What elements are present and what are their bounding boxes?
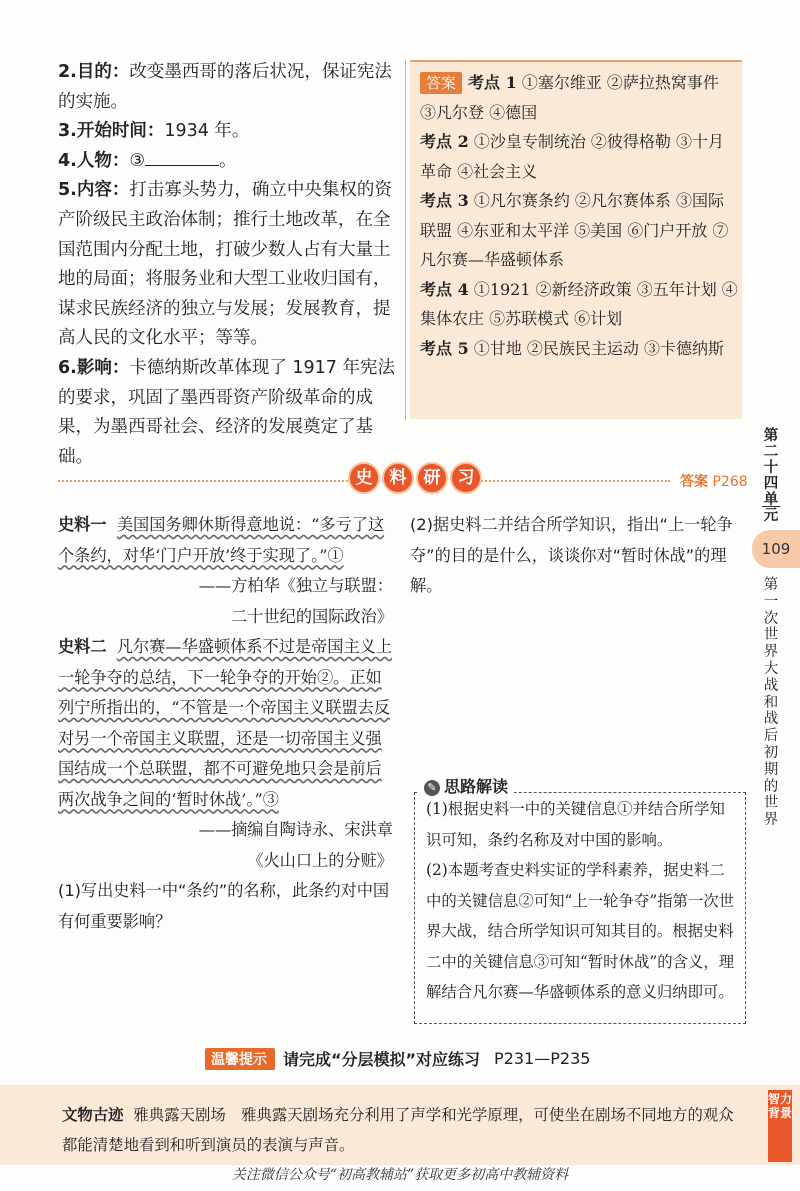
- source-one-cite-2: 二十世纪的国际政治》: [231, 606, 393, 626]
- answer-content: 答案 考点 1 ①塞尔维亚 ②萨拉热窝事件 ③凡尔登 ④德国 考点 2 ①沙皇专制统治 ②彼得格勒 ③十月革命 ④社会主义 考点 3 ①凡尔赛条约 ②凡尔赛体系 ③国际联盟 ④东亚和太平洋 ⑤美国 ⑥门户开放 ⑦凡尔赛—华盛顿体系 考点 4 ①1921 ②新经济政策 ③五年计划 ④集体农庄 ⑤苏联模式 ⑥计划 考点 5 ①甘地 ②民族民主运动 ③卡德纳斯: [420, 73, 738, 358]
- source-one: 史料一 美国国务卿休斯得意地说：“多亏了这个条约，对华‘门户开放’终于实现了。”①: [58, 515, 385, 565]
- point-start-time: 3.开始时间：1934 年。: [58, 121, 250, 142]
- section-divider-right: [470, 480, 670, 482]
- side-separator: [762, 506, 780, 507]
- pencil-icon: ✎: [424, 780, 440, 796]
- page-number: 109: [752, 530, 800, 568]
- tip-bar: 温馨提示 请完成“分层模拟”对应练习 P231—P235: [205, 1047, 590, 1070]
- point-content: 5.内容：打击寡头势力，确立中央集权的资产阶级民主政治体制；推行土地改革，在全国范围内分配土地，打破少数人占有大量土地的局面；将服务业和大型工业收归国有，谋求民族经济的独立与发展；发展教育，提高人民的文化水平；等等。: [58, 180, 392, 349]
- reform-points: [58, 58, 400, 472]
- source-two-cite: ——摘编自陶诗永、宋洪章: [198, 820, 393, 839]
- source-one-cite: ——方柏华《独立与联盟：: [198, 576, 393, 595]
- section-divider-left: [58, 480, 388, 482]
- source-materials: [58, 510, 393, 937]
- fill-blank[interactable]: [145, 147, 219, 166]
- point-person: 4.人物：③ 。: [58, 147, 400, 177]
- culture-text: 文物古迹 雅典露天剧场 雅典露天剧场充分利用了声学和光学原理，可使坐在剧场不同地方的观众都能清楚地看到和听到演员的表演与声音。: [62, 1106, 734, 1154]
- footer-note: 关注微信公众号“初高教辅站”获取更多初高中教辅资料: [231, 1167, 569, 1183]
- question-1: (1)写出史料一中“条约”的名称，此条约对中国有何重要影响？: [58, 881, 390, 931]
- chapter-tab: 第一次世界大战和战后初期的世界: [763, 577, 779, 829]
- point-impact: 6.影响：卡德纳斯改革体现了 1917 年宪法的要求，巩固了墨西哥资产阶级革命的成果，为墨西哥社会、经济的发展奠定了基础。: [58, 357, 395, 467]
- question-column: [410, 510, 745, 602]
- thinking-title: ✎ 思路解读: [418, 774, 514, 797]
- question-2: (2)据史料二并结合所学知识，指出“上一轮争夺”的目的是什么，谈谈你对“暂时休战”的理解。: [410, 515, 733, 595]
- point-purpose: 2.目的：改变墨西哥的落后状况，保证宪法的实施。: [58, 62, 392, 112]
- source-two: 史料二 凡尔赛—华盛顿体系不过是帝国主义上一轮争夺的总结，下一轮争夺的开始②。正如列宁所指出的，“不管是一个帝国主义联盟去反对另一个帝国主义联盟，还是一切帝国主义强国结成一个总联盟，都不可避免地只会是前后两次战争之间的‘暂时休战’。”③: [58, 637, 393, 809]
- tip-tag: 温馨提示: [205, 1048, 275, 1070]
- column-divider: [405, 60, 406, 420]
- unit-tab: 第二十四单元: [763, 428, 779, 524]
- thinking-content: (1)根据史料一中的关键信息①并结合所学知识可知，条约名称及对中国的影响。 (2)本题考查史料实证的学科素养，据史料二中的关键信息②可知“上一轮争夺”指第一次世界大战，结合所学知识可知其目的。根据史料二中的关键信息③可知“暂时休战”的含义，理解结合凡尔赛—华盛顿体系的意义归纳即可。: [426, 800, 735, 1001]
- answer-page-ref[interactable]: 答案 P268: [680, 474, 748, 490]
- answer-tag: 答案: [420, 72, 462, 94]
- answer-box: [410, 60, 742, 419]
- section-title-badge: 史 料 研 习: [348, 462, 482, 494]
- brand-tab: 智力背景: [768, 1090, 792, 1162]
- source-two-cite-2: 《火山口上的分赃》: [247, 850, 393, 870]
